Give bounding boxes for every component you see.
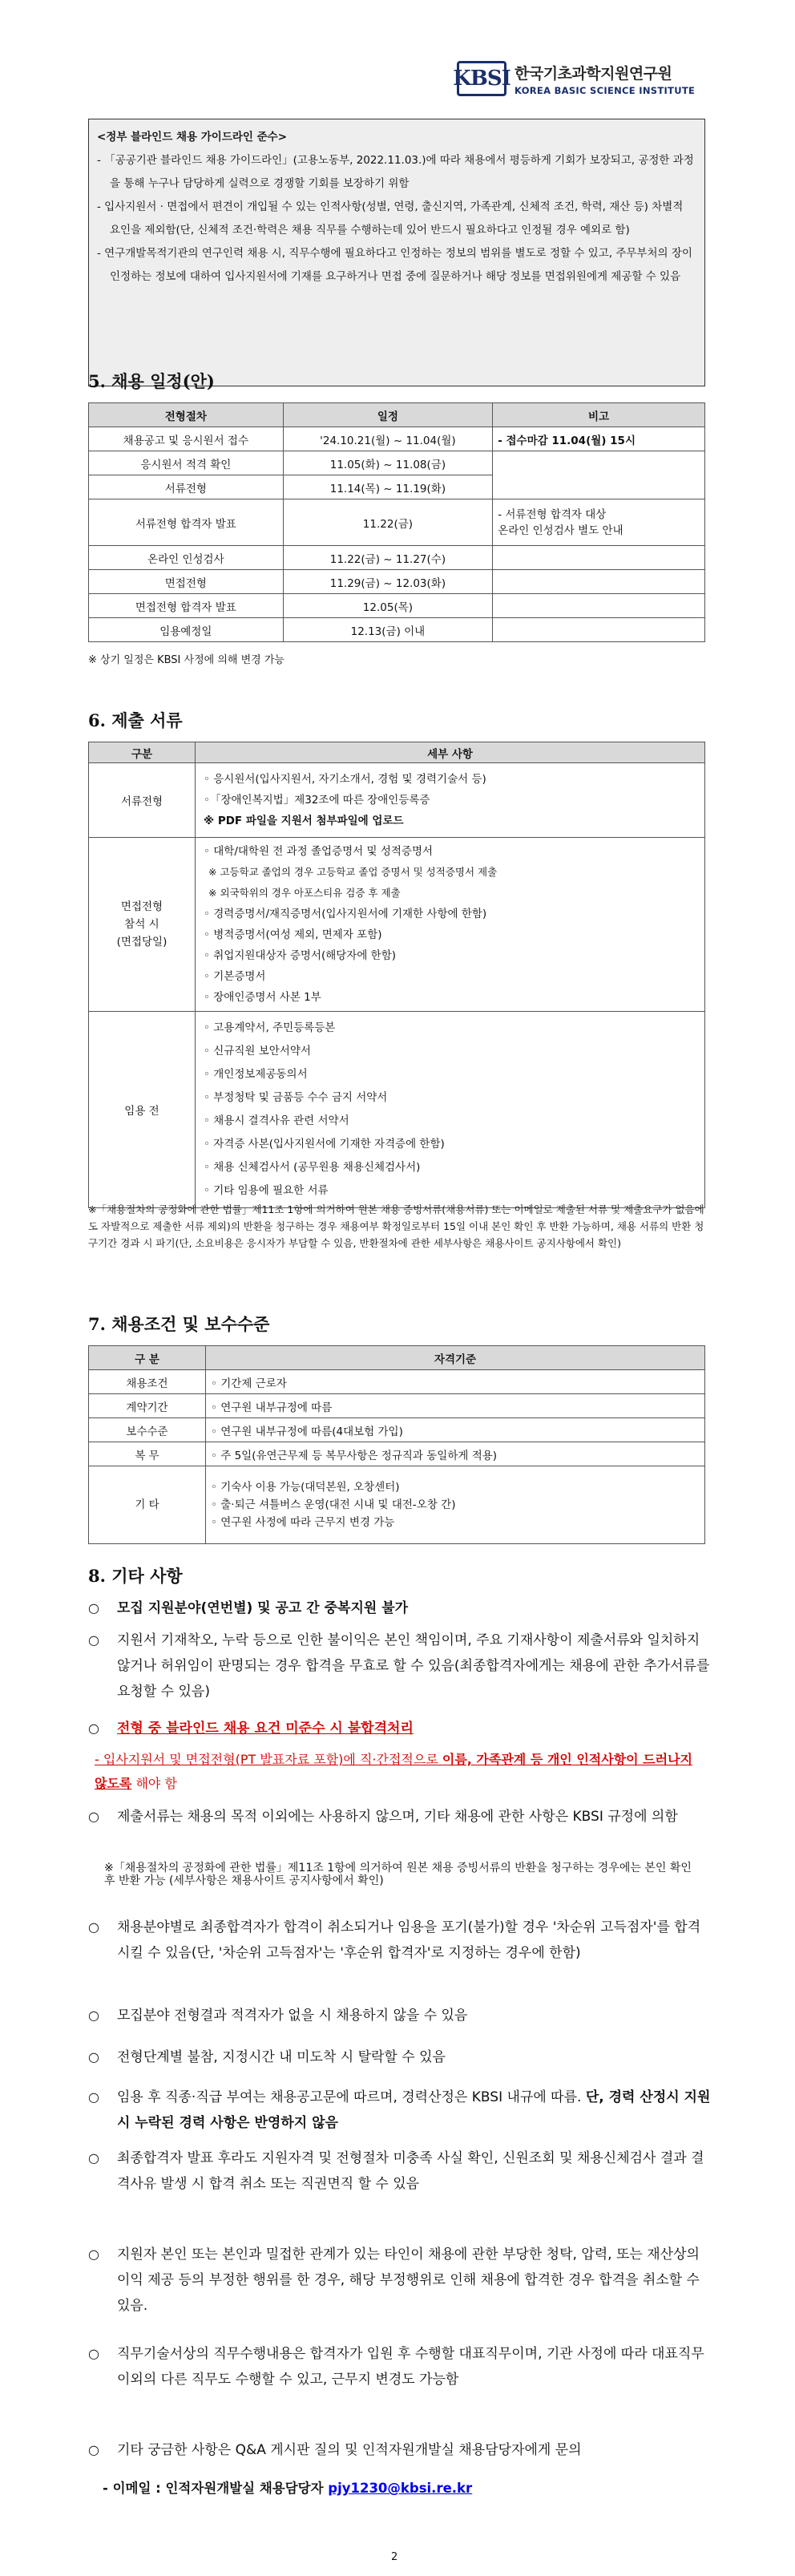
table-row bbox=[89, 427, 705, 451]
conditions-value: ◦ 연구원 내부규정에 따름 bbox=[206, 1394, 705, 1418]
documents-category: 서류전형 bbox=[89, 763, 196, 838]
documents-table bbox=[88, 742, 705, 1208]
conditions-value: ◦ 출·퇴근 셔틀버스 운영(대전 시내 및 대전-오창 간) bbox=[211, 1498, 456, 1511]
documents-item: ◦ 취업지원대상자 증명서(해당자에 한함) bbox=[204, 949, 397, 962]
documents-item: ※ 고등학교 졸업의 경우 고등학교 졸업 증명서 및 성적증명서 제출 bbox=[208, 866, 498, 878]
section-heading-other: 8. 기타 사항 bbox=[88, 1566, 183, 1586]
schedule-note bbox=[493, 570, 705, 594]
other-item-text: 모집분야 전형결과 적격자가 없을 시 채용하지 않을 수 있음 bbox=[117, 2008, 468, 2024]
schedule-note bbox=[493, 618, 705, 642]
schedule-date: 11.05(화) ~ 11.08(금) bbox=[283, 451, 493, 475]
circle-bullet-icon: ○ bbox=[88, 1632, 99, 1648]
other-item-text: 지원자 본인 또는 본인과 밀접한 관계가 있는 타인이 채용에 관한 부당한 청탁, 압력, 또는 재산상의 이익 제공 등의 부정한 행위를 한 경우, 해당 부정행위로 인해 채용에 합격한 경우 합격을 취소할 수 있음. bbox=[117, 2246, 700, 2314]
schedule-header: 비고 bbox=[493, 403, 705, 427]
table-row bbox=[89, 838, 705, 1012]
table-row bbox=[89, 451, 705, 475]
documents-item: ◦ 자격증 사본(입사지원서에 기재한 자격증에 한함) bbox=[204, 1138, 445, 1151]
guideline-item: - 연구개발목적기관의 연구인력 채용 시, 직무수행에 필요하다고 인정하는 정보의 범위를 별도로 정할 수 있고, 주무부처의 장이 인정하는 정보에 대하여 입사지원서에 기재를 요구하거나 면접 중에 질문하거나 해당 정보를 면접위원에게 제공할 수 있음 bbox=[97, 247, 692, 283]
documents-category: 면접전형 참석 시 (면접당일) bbox=[89, 838, 196, 1012]
conditions-label: 계약기간 bbox=[89, 1394, 206, 1418]
table-row bbox=[89, 1370, 705, 1394]
conditions-header: 자격기준 bbox=[206, 1346, 705, 1370]
guideline-title: <정부 블라인드 채용 가이드라인 준수> bbox=[97, 131, 288, 144]
conditions-table bbox=[88, 1345, 705, 1544]
list-item bbox=[88, 1804, 713, 1830]
red-notice-plain: - 입사지원서 및 면접전형(PT 발표자료 포함)에 직·간접적으로 bbox=[95, 1752, 442, 1767]
table-row bbox=[89, 546, 705, 570]
schedule-step: 응시원서 적격 확인 bbox=[89, 451, 284, 475]
documents-footnote: ※「채용절차의 공정화에 관한 법률」제11조 1항에 의거하여 원본 채용 증빙서류(채용서류) 또는 이메일로 제출된 서류 및 제출요구가 없음에도 자발적으로 제출한 서류 제외)의 반환을 청구하는 경우 채용여부 확정일로부터 15일 이내 본인 확인 후 반환 가능하며, 채용 서류의 반환 청구기간 경과 시 파기(단, 소요비용은 응시자가 부담할 수 있음, 반환절차에 관한 세부사항은 채용사이트 공지사항에서 확인) bbox=[88, 1203, 704, 1249]
conditions-value: ◦ 기숙사 이용 가능(대덕본원, 오창센터) bbox=[211, 1481, 400, 1494]
circle-bullet-icon: ○ bbox=[88, 2008, 99, 2023]
schedule-note: - 접수마감 11.04(월) 15시 bbox=[493, 427, 705, 451]
documents-item: ◦ 채용 신체검사서 (공무원용 채용신체검사서) bbox=[204, 1161, 421, 1174]
list-item bbox=[88, 2437, 713, 2463]
list-item bbox=[88, 1915, 713, 1966]
kbsi-logo bbox=[453, 55, 713, 103]
other-item-text: 전형단계별 불참, 지정시간 내 미도착 시 탈락할 수 있음 bbox=[117, 2049, 446, 2065]
red-notice bbox=[95, 1748, 704, 1796]
conditions-label: 보수수준 bbox=[89, 1418, 206, 1442]
section-heading-conditions: 7. 채용조건 및 보수수준 bbox=[88, 1314, 270, 1334]
list-item bbox=[88, 2003, 713, 2028]
documents-header: 구분 bbox=[89, 742, 196, 763]
other-item-text: 기타 궁금한 사항은 Q&A 게시판 질의 및 인적자원개발실 채용담당자에게 문의 bbox=[117, 2442, 582, 2458]
table-row bbox=[89, 763, 705, 838]
guideline-item: - 입사지원서 · 면접에서 편견이 개입될 수 있는 인적사항(성별, 연령, 출신지역, 가족관계, 신체적 조건, 학력, 재산 등) 차별적 요인을 제외함(단, 신체적 조건·학력은 채용 직무를 수행하는데 있어 반드시 필요하다고 인정될 경우 예외로 함) bbox=[97, 200, 684, 237]
circle-bullet-icon: ○ bbox=[88, 1809, 99, 1824]
other-item-text: 직무기술서상의 직무수행내용은 합격자가 입원 후 수행할 대표직무이며, 기관 사정에 따라 대표직무 이외의 다른 직무도 수행할 수 있고, 근무지 변경도 가능함 bbox=[117, 2346, 704, 2388]
org-name-korean: 한국기초과학지원연구원 bbox=[515, 64, 672, 83]
documents-item: ◦ 병적증명서(여성 제외, 면제자 포함) bbox=[204, 928, 382, 941]
schedule-step: 서류전형 합격자 발표 bbox=[89, 499, 284, 546]
schedule-date: 12.05(목) bbox=[283, 594, 493, 618]
circle-bullet-icon: ○ bbox=[88, 2049, 99, 2064]
schedule-date: '24.10.21(월) ~ 11.04(월) bbox=[283, 427, 493, 451]
table-row bbox=[89, 1012, 705, 1208]
list-item bbox=[88, 2044, 713, 2070]
documents-item: ◦ 장애인증명서 사본 1부 bbox=[204, 991, 321, 1004]
kbsi-logo-mark: KBSI bbox=[457, 61, 506, 96]
circle-bullet-icon: ○ bbox=[88, 2442, 99, 2457]
section-heading-documents: 6. 제출 서류 bbox=[88, 710, 183, 730]
conditions-value: ◦ 기간제 근로자 bbox=[206, 1370, 705, 1394]
documents-item: ◦ 경력증명서/재직증명서(입사지원서에 기재한 사항에 한함) bbox=[204, 908, 487, 920]
circle-bullet-icon: ○ bbox=[88, 2150, 99, 2166]
contact-email-line bbox=[103, 2477, 472, 2497]
documents-item: ◦ 기본증명서 bbox=[204, 970, 266, 983]
schedule-date: 11.29(금) ~ 12.03(화) bbox=[283, 570, 493, 594]
conditions-value: ◦ 주 5일(유연근무제 등 복무사항은 정규직과 동일하게 적용) bbox=[206, 1442, 705, 1466]
documents-item: ◦ 대학/대학원 전 과정 졸업증명서 및 성적증명서 bbox=[204, 845, 434, 858]
documents-item: ※ PDF 파일을 지원서 첨부파일에 업로드 bbox=[204, 815, 404, 827]
other-item-text: 모집 지원분야(연번별) 및 공고 간 중복지원 불가 bbox=[117, 1600, 409, 1616]
table-row bbox=[89, 594, 705, 618]
other-item-text: 전형 중 블라인드 채용 요건 미준수 시 불합격처리 bbox=[117, 1721, 414, 1737]
schedule-step: 임용예정일 bbox=[89, 618, 284, 642]
schedule-note bbox=[493, 451, 705, 499]
circle-bullet-icon: ○ bbox=[88, 1919, 99, 1935]
table-row bbox=[89, 499, 705, 546]
conditions-value: ◦ 연구원 사정에 따라 근무지 변경 가능 bbox=[211, 1516, 395, 1529]
other-item-text: 지원서 기재착오, 누락 등으로 인한 불이익은 본인 책임이며, 주요 기재사항이 제출서류와 일치하지 않거나 허위임이 판명되는 경우 합격을 무효로 할 수 있음(최종합격자에게는 채용에 관한 추가서류를 요청할 수 있음) bbox=[117, 1632, 710, 1700]
circle-bullet-icon: ○ bbox=[88, 2246, 99, 2262]
other-item-text: 제출서류는 채용의 목적 이외에는 사용하지 않으며, 기타 채용에 관한 사항은 KBSI 규정에 의함 bbox=[117, 1809, 678, 1825]
documents-header: 세부 사항 bbox=[196, 742, 705, 763]
blind-hiring-guideline-box bbox=[88, 119, 705, 386]
documents-item: ◦ 응시원서(입사지원서, 자기소개서, 경험 및 경력기술서 등) bbox=[204, 773, 486, 786]
circle-bullet-icon: ○ bbox=[88, 2089, 99, 2105]
documents-item: ※ 외국학위의 경우 아포스티유 검증 후 제출 bbox=[208, 887, 401, 899]
documents-item: ◦ 채용시 결격사유 관련 서약서 bbox=[204, 1114, 349, 1127]
career-note: 단, 경력 산정시 지원 시 누락된 경력 사항은 반영하지 않음 bbox=[117, 2089, 711, 2131]
list-item bbox=[88, 2242, 713, 2319]
schedule-footnote: ※ 상기 일정은 KBSI 사정에 의해 변경 가능 bbox=[88, 654, 285, 666]
table-row bbox=[89, 1394, 705, 1418]
documents-item: ◦ 고용계약서, 주민등록등본 bbox=[204, 1021, 336, 1034]
red-notice-tail: 해야 함 bbox=[131, 1776, 177, 1791]
schedule-step: 채용공고 및 응시원서 접수 bbox=[89, 427, 284, 451]
schedule-step: 면접전형 bbox=[89, 570, 284, 594]
list-item bbox=[88, 2085, 713, 2136]
page-number: 2 bbox=[391, 2551, 398, 2563]
schedule-step: 면접전형 합격자 발표 bbox=[89, 594, 284, 618]
schedule-header: 전형절차 bbox=[89, 403, 284, 427]
conditions-label: 기 타 bbox=[89, 1466, 206, 1544]
documents-item: ◦ 부정청탁 및 금품등 수수 금지 서약서 bbox=[204, 1091, 388, 1104]
conditions-value: ◦ 연구원 내부규정에 따름(4대보험 가입) bbox=[206, 1418, 705, 1442]
list-item bbox=[88, 1628, 713, 1705]
table-row bbox=[89, 618, 705, 642]
section-heading-schedule: 5. 채용 일정(안) bbox=[88, 371, 215, 391]
documents-category: 임용 전 bbox=[89, 1012, 196, 1208]
circle-bullet-icon: ○ bbox=[88, 1600, 99, 1616]
documents-item: ◦「장애인복지법」제32조에 따른 장애인등록증 bbox=[204, 794, 430, 807]
other-item-text: 채용분야별로 최종합격자가 합격이 취소되거나 임용을 포기(불가)할 경우 '차순위 고득점자'를 합격시킬 수 있음(단, '차순위 고득점자'는 '후순위 합격자'로 지정하는 경우에 한함) bbox=[117, 1919, 701, 1961]
email-link[interactable]: pjy1230@kbsi.re.kr bbox=[328, 2481, 473, 2496]
other-item-text: 임용 후 직종·직급 부여는 채용공고문에 따르며, 경력산정은 KBSI 내규에 따름. bbox=[117, 2089, 582, 2105]
schedule-date: 11.14(목) ~ 11.19(화) bbox=[283, 475, 493, 499]
list-item bbox=[88, 1716, 713, 1741]
schedule-date: 11.22(금) ~ 11.27(수) bbox=[283, 546, 493, 570]
table-row bbox=[89, 570, 705, 594]
guideline-item: - 「공공기관 블라인드 채용 가이드라인」(고용노동부, 2022.11.03.)에 따라 채용에서 평등하게 기회가 보장되고, 공정한 과정을 통해 누구나 담당하게 실력으로 경쟁할 기회를 보장하기 위함 bbox=[97, 154, 694, 190]
schedule-note: - 서류전형 합격자 대상 온라인 인성검사 별도 안내 bbox=[493, 499, 705, 546]
schedule-date: 12.13(금) 이내 bbox=[283, 618, 493, 642]
conditions-label: 복 무 bbox=[89, 1442, 206, 1466]
list-item bbox=[88, 2341, 713, 2392]
schedule-date: 11.22(금) bbox=[283, 499, 493, 546]
table-row bbox=[89, 1466, 705, 1544]
schedule-step: 서류전형 bbox=[89, 475, 284, 499]
documents-item: ◦ 개인정보제공동의서 bbox=[204, 1068, 308, 1081]
circle-bullet-icon: ○ bbox=[88, 1721, 99, 1736]
schedule-step: 온라인 인성검사 bbox=[89, 546, 284, 570]
email-label: - 이메일 : 인적자원개발실 채용담당자 bbox=[103, 2481, 324, 2496]
table-row bbox=[89, 1442, 705, 1466]
documents-item: ◦ 기타 임용에 필요한 서류 bbox=[204, 1184, 329, 1197]
table-row bbox=[89, 1418, 705, 1442]
schedule-header: 일정 bbox=[283, 403, 493, 427]
schedule-note bbox=[493, 594, 705, 618]
circle-bullet-icon: ○ bbox=[88, 2346, 99, 2361]
other-item-text: 최종합격자 발표 후라도 지원자격 및 전형절차 미충족 사실 확인, 신원조회 및 채용신체검사 결과 결격사유 발생 시 합격 취소 또는 직권면직 할 수 있음 bbox=[117, 2150, 704, 2192]
red-notice-bold: 이름, 가족관계 등 개인 인적사항이 드러나지 않도록 bbox=[95, 1752, 692, 1791]
list-item bbox=[88, 2145, 713, 2197]
other-footnote: ※「채용절차의 공정화에 관한 법률」제11조 1항에 의거하여 원본 채용 증빙서류의 반환을 청구하는 경우에는 본인 확인 후 반환 가능 (세부사항은 채용사이트 공지사항에서 확인) bbox=[104, 1862, 692, 1887]
conditions-header: 구 분 bbox=[89, 1346, 206, 1370]
org-name-english: KOREA BASIC SCIENCE INSTITUTE bbox=[515, 84, 696, 96]
conditions-label: 채용조건 bbox=[89, 1370, 206, 1394]
list-item bbox=[88, 1595, 713, 1621]
schedule-note bbox=[493, 546, 705, 570]
documents-item: ◦ 신규직원 보안서약서 bbox=[204, 1045, 311, 1057]
schedule-table bbox=[88, 402, 705, 642]
